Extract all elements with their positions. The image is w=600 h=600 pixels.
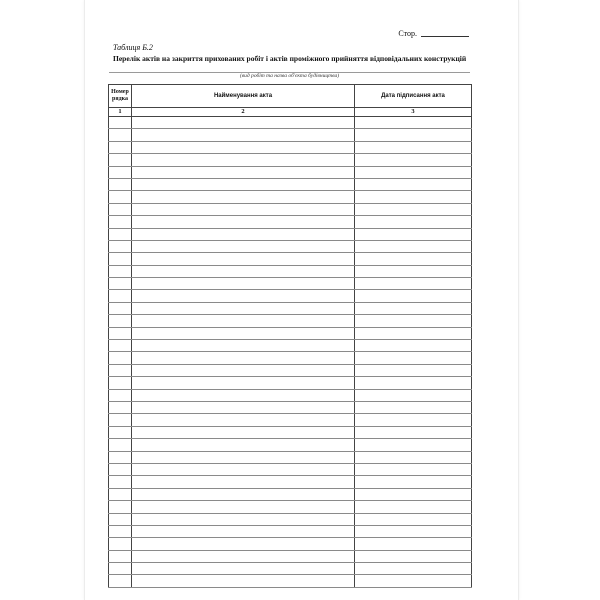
- document-title: Перелік актів на закриття прихованих робіт і актів проміжного прийняття відповідальних конструкцій: [113, 54, 467, 63]
- table-row: [109, 575, 472, 587]
- row-number-cell[interactable]: [109, 278, 132, 290]
- page-number-field: [398, 29, 469, 38]
- act-name-cell[interactable]: [132, 352, 355, 364]
- row-number-cell[interactable]: [109, 488, 132, 500]
- signing-date-cell[interactable]: [355, 488, 472, 500]
- table-row: [109, 377, 472, 389]
- table-row: [109, 203, 472, 215]
- signing-date-cell[interactable]: [355, 451, 472, 463]
- act-name-cell[interactable]: [132, 166, 355, 178]
- signing-date-cell[interactable]: [355, 439, 472, 451]
- row-number-cell[interactable]: [109, 513, 132, 525]
- act-name-cell[interactable]: [132, 278, 355, 290]
- signing-date-cell[interactable]: [355, 340, 472, 352]
- row-number-cell[interactable]: [109, 315, 132, 327]
- act-name-cell[interactable]: [132, 154, 355, 166]
- act-name-cell[interactable]: [132, 203, 355, 215]
- act-name-cell[interactable]: [132, 488, 355, 500]
- act-name-cell[interactable]: [132, 538, 355, 550]
- column-number-row: [109, 108, 472, 117]
- act-name-cell[interactable]: [132, 327, 355, 339]
- row-number-cell[interactable]: [109, 191, 132, 203]
- signing-date-cell[interactable]: [355, 278, 472, 290]
- act-name-cell[interactable]: [132, 401, 355, 413]
- act-name-cell[interactable]: [132, 315, 355, 327]
- act-name-cell[interactable]: [132, 364, 355, 376]
- table-row: [109, 439, 472, 451]
- row-number-cell[interactable]: [109, 253, 132, 265]
- act-name-cell[interactable]: [132, 550, 355, 562]
- signing-date-cell[interactable]: [355, 290, 472, 302]
- row-number-cell[interactable]: [109, 166, 132, 178]
- signing-date-cell[interactable]: [355, 166, 472, 178]
- column-number: 1: [109, 108, 132, 117]
- table-row: [109, 352, 472, 364]
- signing-date-cell[interactable]: [355, 178, 472, 190]
- signing-date-cell[interactable]: [355, 525, 472, 537]
- row-number-cell[interactable]: [109, 203, 132, 215]
- table-row: [109, 178, 472, 190]
- row-number-cell[interactable]: [109, 154, 132, 166]
- row-number-cell[interactable]: [109, 129, 132, 141]
- act-name-cell[interactable]: [132, 228, 355, 240]
- table-row: [109, 253, 472, 265]
- row-number-cell[interactable]: [109, 563, 132, 575]
- table-row: [109, 501, 472, 513]
- table-row: [109, 240, 472, 252]
- row-number-cell[interactable]: [109, 340, 132, 352]
- column-number: 3: [355, 108, 472, 117]
- signing-date-cell[interactable]: [355, 265, 472, 277]
- table-row: [109, 191, 472, 203]
- act-name-cell[interactable]: [132, 265, 355, 277]
- row-number-cell[interactable]: [109, 550, 132, 562]
- table-row: [109, 154, 472, 166]
- signing-date-cell[interactable]: [355, 463, 472, 475]
- signing-date-cell[interactable]: [355, 141, 472, 153]
- table-row: [109, 389, 472, 401]
- page-number-label: Стор.: [398, 29, 417, 38]
- table-row: [109, 265, 472, 277]
- row-number-cell[interactable]: [109, 476, 132, 488]
- row-number-cell[interactable]: [109, 389, 132, 401]
- row-number-cell[interactable]: [109, 302, 132, 314]
- signing-date-cell[interactable]: [355, 377, 472, 389]
- act-name-cell[interactable]: [132, 575, 355, 587]
- act-name-cell[interactable]: [132, 426, 355, 438]
- act-name-cell[interactable]: [132, 563, 355, 575]
- row-number-cell[interactable]: [109, 501, 132, 513]
- table-row: [109, 302, 472, 314]
- table-row: [109, 290, 472, 302]
- signing-date-cell[interactable]: [355, 253, 472, 265]
- row-number-cell[interactable]: [109, 575, 132, 587]
- act-name-cell[interactable]: [132, 439, 355, 451]
- table-row: [109, 488, 472, 500]
- table-row: [109, 414, 472, 426]
- row-number-cell[interactable]: [109, 117, 132, 129]
- table-row: [109, 525, 472, 537]
- table-row: [109, 141, 472, 153]
- header-row-number: Номер рядка: [109, 85, 132, 108]
- act-name-cell[interactable]: [132, 302, 355, 314]
- signing-date-cell[interactable]: [355, 513, 472, 525]
- row-number-cell[interactable]: [109, 463, 132, 475]
- table-row: [109, 401, 472, 413]
- act-name-cell[interactable]: [132, 377, 355, 389]
- act-name-cell[interactable]: [132, 340, 355, 352]
- signing-date-cell[interactable]: [355, 129, 472, 141]
- signing-date-cell[interactable]: [355, 203, 472, 215]
- signing-date-cell[interactable]: [355, 240, 472, 252]
- signing-date-cell[interactable]: [355, 538, 472, 550]
- row-number-cell[interactable]: [109, 178, 132, 190]
- row-number-cell[interactable]: [109, 377, 132, 389]
- row-number-cell[interactable]: [109, 327, 132, 339]
- table-row: [109, 129, 472, 141]
- signing-date-cell[interactable]: [355, 352, 472, 364]
- signing-date-cell[interactable]: [355, 364, 472, 376]
- row-number-cell[interactable]: [109, 265, 132, 277]
- signing-date-cell[interactable]: [355, 414, 472, 426]
- act-name-cell[interactable]: [132, 178, 355, 190]
- act-name-cell[interactable]: [132, 476, 355, 488]
- act-name-cell[interactable]: [132, 253, 355, 265]
- signing-date-cell[interactable]: [355, 501, 472, 513]
- act-name-cell[interactable]: [132, 191, 355, 203]
- act-name-cell[interactable]: [132, 513, 355, 525]
- table-row: [109, 216, 472, 228]
- table-row: [109, 278, 472, 290]
- act-name-cell[interactable]: [132, 463, 355, 475]
- signing-date-cell[interactable]: [355, 563, 472, 575]
- signing-date-cell[interactable]: [355, 389, 472, 401]
- header-act-name: Найменування акта: [132, 85, 355, 108]
- table-row: [109, 364, 472, 376]
- act-name-cell[interactable]: [132, 451, 355, 463]
- page-number-blank[interactable]: [421, 36, 469, 37]
- row-number-cell[interactable]: [109, 141, 132, 153]
- act-name-cell[interactable]: [132, 525, 355, 537]
- row-number-cell[interactable]: [109, 290, 132, 302]
- act-name-cell[interactable]: [132, 240, 355, 252]
- act-name-cell[interactable]: [132, 117, 355, 129]
- table-row: [109, 228, 472, 240]
- signing-date-cell[interactable]: [355, 117, 472, 129]
- table-row: [109, 563, 472, 575]
- table-row: [109, 550, 472, 562]
- row-number-cell[interactable]: [109, 352, 132, 364]
- table-row: [109, 315, 472, 327]
- row-number-cell[interactable]: [109, 228, 132, 240]
- signing-date-cell[interactable]: [355, 401, 472, 413]
- table-row: [109, 340, 472, 352]
- acts-register-table: [108, 84, 472, 588]
- act-name-cell[interactable]: [132, 290, 355, 302]
- row-number-cell[interactable]: [109, 240, 132, 252]
- act-name-cell[interactable]: [132, 414, 355, 426]
- row-number-cell[interactable]: [109, 414, 132, 426]
- table-caption: Таблиця Б.2: [113, 43, 153, 52]
- row-number-cell[interactable]: [109, 216, 132, 228]
- signing-date-cell[interactable]: [355, 191, 472, 203]
- row-number-cell[interactable]: [109, 364, 132, 376]
- signing-date-cell[interactable]: [355, 315, 472, 327]
- signing-date-cell[interactable]: [355, 550, 472, 562]
- header-signing-date: Дата підписання акта: [355, 85, 472, 108]
- row-number-cell[interactable]: [109, 401, 132, 413]
- act-name-cell[interactable]: [132, 501, 355, 513]
- signing-date-cell[interactable]: [355, 476, 472, 488]
- row-number-cell[interactable]: [109, 439, 132, 451]
- table-row: [109, 426, 472, 438]
- row-number-cell[interactable]: [109, 451, 132, 463]
- act-name-cell[interactable]: [132, 389, 355, 401]
- act-name-cell[interactable]: [132, 141, 355, 153]
- signing-date-cell[interactable]: [355, 302, 472, 314]
- table-row: [109, 117, 472, 129]
- table-row: [109, 513, 472, 525]
- table-row: [109, 463, 472, 475]
- row-number-cell[interactable]: [109, 538, 132, 550]
- table-row: [109, 166, 472, 178]
- signing-date-cell[interactable]: [355, 228, 472, 240]
- table-header-row: [109, 85, 472, 108]
- signing-date-cell[interactable]: [355, 216, 472, 228]
- table-row: [109, 476, 472, 488]
- row-number-cell[interactable]: [109, 426, 132, 438]
- signing-date-cell[interactable]: [355, 575, 472, 587]
- table-row: [109, 451, 472, 463]
- row-number-cell[interactable]: [109, 525, 132, 537]
- act-name-cell[interactable]: [132, 216, 355, 228]
- act-name-cell[interactable]: [132, 129, 355, 141]
- column-number: 2: [132, 108, 355, 117]
- signing-date-cell[interactable]: [355, 327, 472, 339]
- table-row: [109, 327, 472, 339]
- signing-date-cell[interactable]: [355, 154, 472, 166]
- table-row: [109, 538, 472, 550]
- signing-date-cell[interactable]: [355, 426, 472, 438]
- subject-hint: (вид робіт та назва об'єкта будівництва): [239, 73, 340, 79]
